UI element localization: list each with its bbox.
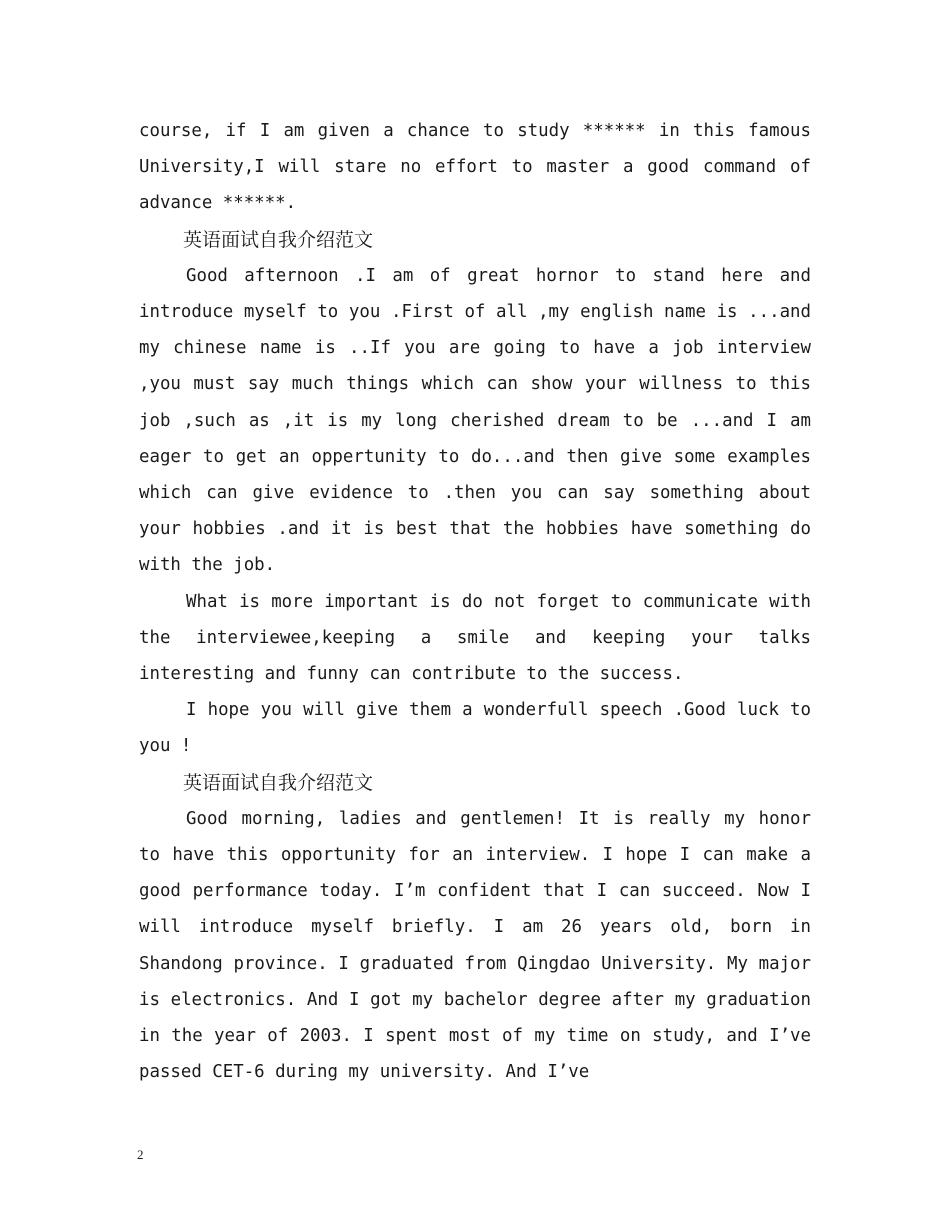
paragraph-1: course, if I am given a chance to study ****** in this famous University,I will stare no effort to master a good command of advance ******. (139, 121, 811, 214)
section-heading-1: 英语面试自我介绍范文 (183, 228, 374, 251)
paragraph-3: What is more important is do not forget to communicate with the interviewee,keeping a smile and keeping your talks interesting and funny can contribute to the success. (139, 591, 811, 685)
page-number: 2 (137, 1147, 144, 1162)
paragraph-4: I hope you will give them a wonderfull speech .Good luck to you ! (139, 700, 811, 757)
paragraph-2: Good afternoon .I am of great hornor to stand here and introduce myself to you .First of all ,my english name is ...and my chinese name is ..If you are going to have a job interview ,you must say much things which can show your willness to this job ,such as ,it is my long cherished dream to be ...and I am eager to get an oppertunity to do...and then give some examples which can give evidence to .then you can say something about your hobbies .and it is best that the hobbies have something do with the job. (139, 265, 811, 576)
paragraph-5: Good morning, ladies and gentlemen! It is really my honor to have this opportunity for an interview. I hope I can make a good performance today. I’m confident that I can succeed. Now I will introduce myself briefly. I am 26 years old, born in Shandong province. I graduated from Qingdao University. My major is electronics. And I got my bachelor degree after my graduation in the year of 2003. I spent most of my time on study, and I’ve passed CET-6 during my university. And I’ve (139, 808, 811, 1083)
section-heading-2: 英语面试自我介绍范文 (183, 771, 374, 794)
page-body (139, 113, 811, 1090)
